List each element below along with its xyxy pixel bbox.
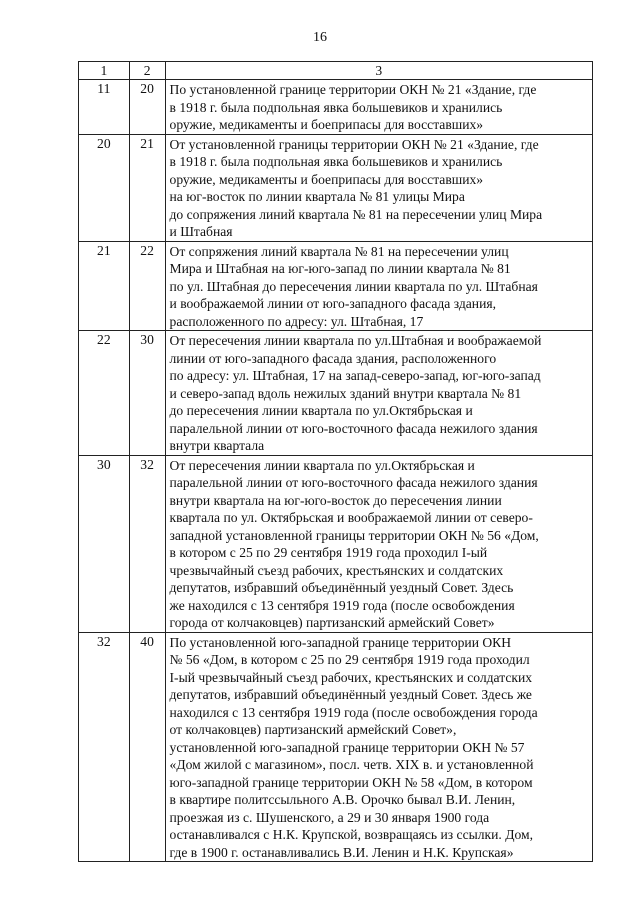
- description-line: же находился с 13 сентября 1919 года (после освобождения: [169, 597, 515, 613]
- description-line: установленной юго-западной границе территории ОКН № 57: [169, 739, 525, 755]
- description-line: и воображаемой линии от юго-западного фасада здания,: [169, 296, 496, 311]
- description-line: на юг-восток по линии квартала № 81 улицы Мира: [169, 189, 465, 204]
- description-line: останавливался с Н.К. Крупской, возвращаясь из ссылки. Дом,: [169, 827, 534, 842]
- description-line: оружие, медикаменты и боеприпасы для восставших»: [169, 117, 484, 132]
- point-from-cell: 30: [79, 455, 130, 632]
- boundary-description-cell: [165, 134, 592, 241]
- point-to-cell: 21: [129, 134, 165, 241]
- point-to-cell: 20: [129, 80, 165, 135]
- description-line: паралельной линии от юго-восточного фасада нежилого здания: [169, 475, 538, 490]
- description-line: «Дом жилой с магазином», посл. четв. XIX в. и установленной: [169, 757, 534, 772]
- table-row: [79, 455, 593, 632]
- description-line: Мира и Штабная на юг-юго-запад по линии квартала № 81: [169, 261, 511, 276]
- description-line: по ул. Штабная до пересечения линии квартала по ул. Штабная: [169, 278, 538, 294]
- description-line: и Штабная: [169, 224, 233, 239]
- description-line: От пересечения линии квартала по ул.Октябрьская и: [169, 457, 475, 473]
- description-line: квартала по ул. Октябрьская и воображаемой линии от северо-: [169, 510, 533, 525]
- description-line: в 1918 г. была подпольная явка большевиков и хранились: [169, 154, 503, 169]
- boundary-description-cell: [165, 632, 592, 862]
- description-line: юго-западной границе территории ОКН № 58 «Дом, в котором: [169, 774, 533, 790]
- point-from-cell: 32: [79, 632, 130, 862]
- table-row: [79, 80, 593, 135]
- description-line: города от колчаковцев) партизанский армейский Совет»: [169, 615, 495, 630]
- description-line: расположенного по адресу: ул. Штабная, 17: [169, 313, 424, 329]
- description-line: чрезвычайный съезд рабочих, крестьянских и солдатских: [169, 562, 504, 578]
- description-line: линии от юго-западного фасада здания, расположенного: [169, 350, 497, 366]
- point-to-cell: 22: [129, 241, 165, 331]
- description-line: внутри квартала: [169, 438, 265, 453]
- description-line: депутатов, избравший объединённый уездный Совет. Здесь же: [169, 687, 532, 702]
- table-row: [79, 241, 593, 331]
- point-from-cell: 11: [79, 80, 130, 135]
- description-line: По установленной границе территории ОКН № 21 «Здание, где: [169, 82, 537, 97]
- description-line: западной установленной границы территории ОКН № 56 «Дом,: [169, 527, 539, 543]
- point-from-cell: 20: [79, 134, 130, 241]
- description-line: № 56 «Дом, в котором с 25 по 29 сентября 1919 года проходил: [169, 652, 530, 667]
- description-line: в квартире политссыльного А.В. Орочко бывал В.И. Ленин,: [169, 792, 516, 807]
- boundary-description-cell: [165, 455, 592, 632]
- point-to-cell: 30: [129, 331, 165, 456]
- header-col-2: 2: [129, 62, 165, 80]
- table-header-row: [79, 62, 593, 80]
- description-line: в 1918 г. была подпольная явка большевиков и хранились: [169, 99, 503, 115]
- description-line: проезжая из с. Шушенского, а 29 и 30 января 1900 года: [169, 809, 490, 825]
- description-line: паралельной линии от юго-восточного фасада нежилого здания: [169, 420, 538, 436]
- table-row: [79, 331, 593, 456]
- description-line: От сопряжения линий квартала № 81 на пересечении улиц: [169, 243, 509, 259]
- description-line: и северо-запад вдоль нежилых зданий внутри квартала № 81: [169, 385, 522, 401]
- description-line: внутри квартала на юг-юго-восток до пересечения линии: [169, 492, 502, 508]
- boundary-table: [78, 61, 593, 862]
- description-line: От пересечения линии квартала по ул.Штабная и воображаемой: [169, 333, 542, 348]
- description-line: I-ый чрезвычайный съезд рабочих, крестьянских и солдатских: [169, 669, 533, 685]
- description-line: По установленной юго-западной границе территории ОКН: [169, 634, 512, 650]
- table-row: [79, 632, 593, 862]
- point-from-cell: 22: [79, 331, 130, 456]
- description-line: от колчаковцев) партизанский армейский Совет»,: [169, 722, 457, 737]
- description-line: находился с 13 сентября 1919 года (после освобождения города: [169, 704, 538, 720]
- boundary-description-cell: [165, 80, 592, 135]
- header-col-3: 3: [165, 62, 592, 80]
- description-line: где в 1900 г. останавливались В.И. Ленин и Н.К. Крупская»: [169, 844, 514, 860]
- description-line: От установленной границы территории ОКН № 21 «Здание, где: [169, 136, 539, 152]
- description-line: в котором с 25 по 29 сентября 1919 года проходил I-ый: [169, 545, 488, 560]
- table-row: [79, 134, 593, 241]
- point-from-cell: 21: [79, 241, 130, 331]
- description-line: до пересечения линии квартала по ул.Октябрьская и: [169, 403, 473, 418]
- boundary-description-cell: [165, 241, 592, 331]
- description-line: оружие, медикаменты и боеприпасы для восставших»: [169, 171, 484, 187]
- page-number: 16: [313, 30, 327, 45]
- boundary-description-cell: [165, 331, 592, 456]
- boundary-table-body: [79, 62, 593, 862]
- point-to-cell: 32: [129, 455, 165, 632]
- point-to-cell: 40: [129, 632, 165, 862]
- header-col-1: 1: [79, 62, 130, 80]
- description-line: депутатов, избравший объединённый уездный Совет. Здесь: [169, 580, 514, 595]
- description-line: по адресу: ул. Штабная, 17 на запад-северо-запад, юг-юго-запад: [169, 368, 541, 383]
- description-line: до сопряжения линий квартала № 81 на пересечении улиц Мира: [169, 206, 543, 222]
